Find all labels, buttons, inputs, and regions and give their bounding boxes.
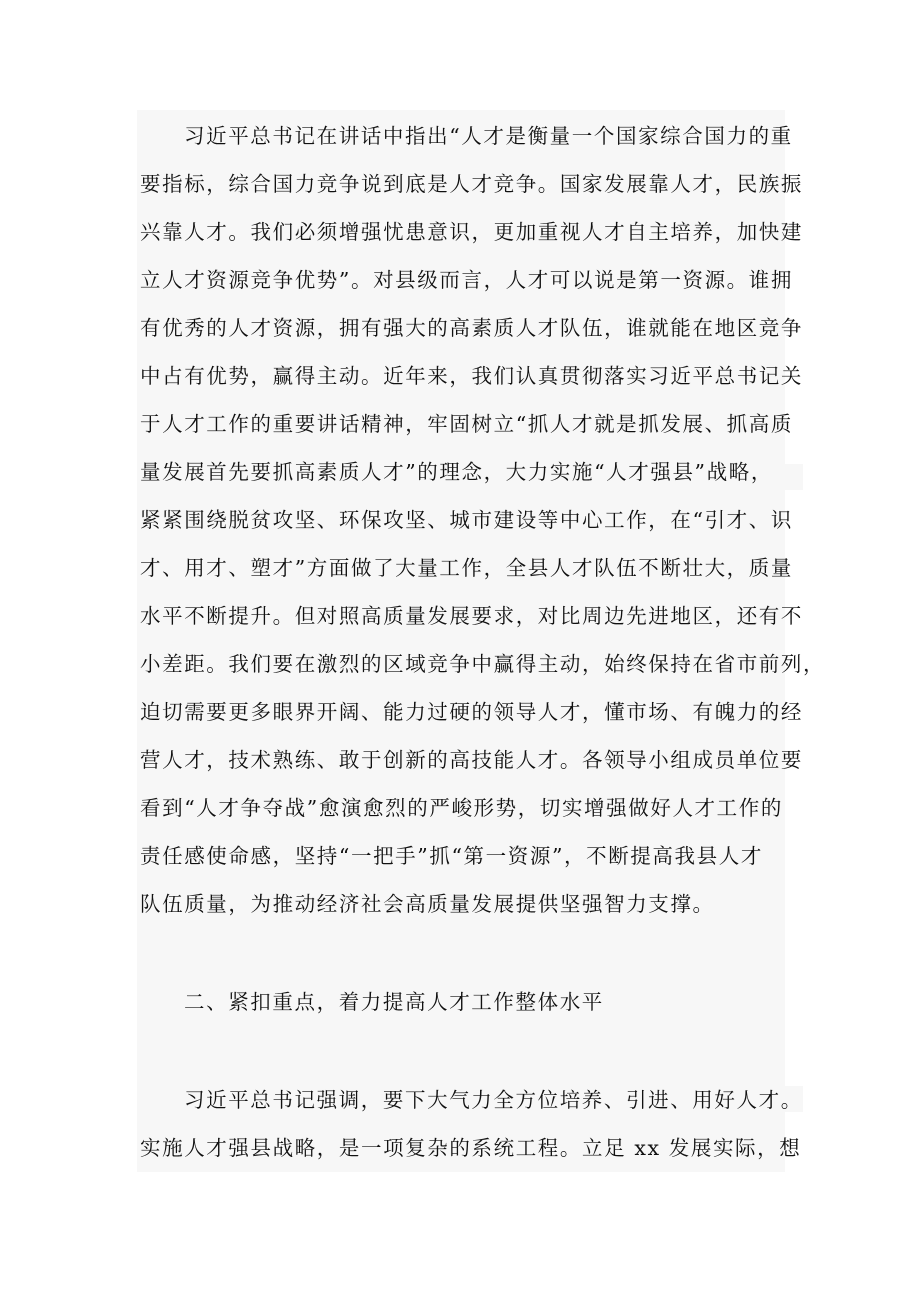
paragraph-1-line: 小差距。我们要在激烈的区域竞争中赢得主动，始终保持在省市前列，	[140, 652, 826, 676]
paragraph-1-line: 立人才资源竞争优势”。对县级而言，人才可以说是第一资源。谁拥	[140, 268, 793, 292]
paragraph-1-line: 队伍质量，为推动经济社会高质量发展提供坚强智力支撑。	[140, 892, 715, 916]
paragraph-1-line: 营人才，技术熟练、敢于创新的高技能人才。各领导小组成员单位要	[140, 748, 803, 772]
section-heading: 二、紧扣重点，着力提高人才工作整体水平	[184, 990, 604, 1014]
paragraph-1-line: 兴靠人才。我们必须增强忧患意识，更加重视人才自主培养，加快建	[140, 220, 803, 244]
paragraph-1-line: 中占有优势，赢得主动。近年来，我们认真贯彻落实习近平总书记关	[140, 364, 803, 388]
paragraph-1-line: 看到“人才争夺战”愈演愈烈的严峻形势，切实增强做好人才工作的	[140, 796, 783, 820]
paragraph-1-line: 迫切需要更多眼界开阔、能力过硬的领导人才，懂市场、有魄力的经	[140, 700, 803, 724]
text-background-overhang	[785, 464, 803, 490]
paragraph-2-line: 实施人才强县战略，是一项复杂的系统工程。立足 xx 发展实际，想	[140, 1136, 802, 1160]
paragraph-1-line: 量发展首先要抓高素质人才”的理念，大力实施“人才强县”战略，	[140, 460, 773, 484]
paragraph-1-line: 紧紧围绕脱贫攻坚、环保攻坚、城市建设等中心工作，在“引才、识	[140, 508, 793, 532]
paragraph-1-line: 习近平总书记在讲话中指出“人才是衡量一个国家综合国力的重	[184, 124, 793, 148]
paragraph-1-line: 有优秀的人才资源，拥有强大的高素质人才队伍，谁就能在地区竞争	[140, 316, 803, 340]
paragraph-1-line: 水平不断提升。但对照高质量发展要求，对比周边先进地区，还有不	[140, 604, 803, 628]
paragraph-1-line: 才、用才、塑才”方面做了大量工作，全县人才队伍不断壮大，质量	[140, 556, 793, 580]
paragraph-1-line: 于人才工作的重要讲话精神，牢固树立“抓人才就是抓发展、抓高质	[140, 412, 793, 436]
paragraph-2-line: 习近平总书记强调，要下大气力全方位培养、引进、用好人才。	[184, 1088, 803, 1112]
paragraph-1-line: 责任感使命感，坚持“一把手”抓“第一资源”，不断提高我县人才	[140, 844, 763, 868]
paragraph-1-line: 要指标，综合国力竞争说到底是人才竞争。国家发展靠人才，民族振	[140, 172, 803, 196]
